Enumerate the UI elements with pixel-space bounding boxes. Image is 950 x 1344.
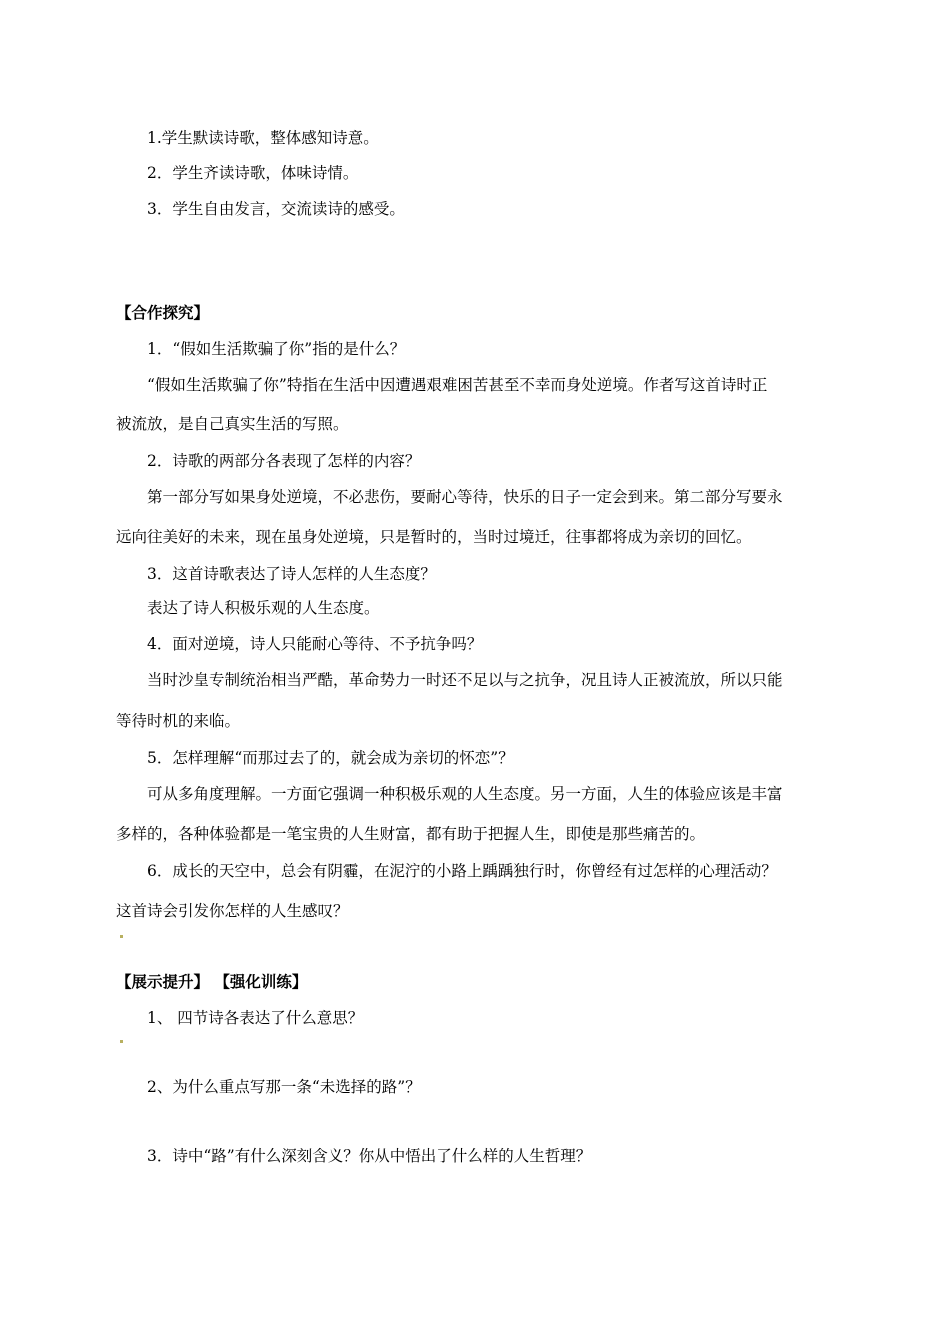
cooperation-answer-4-line-2: 等待时机的来临。 — [116, 712, 241, 730]
cooperation-question-6-line-2: 这首诗会引发你怎样的人生感叹？ — [116, 902, 349, 920]
cooperation-question-2: 2．诗歌的两部分各表现了怎样的内容？ — [147, 452, 421, 470]
cooperation-question-5: 5．怎样理解“而那过去了的，就会成为亲切的怀恋”？ — [147, 749, 514, 767]
reading-step-1: 1.学生默读诗歌，整体感知诗意。 — [147, 129, 379, 147]
cooperation-answer-4-line-1: 当时沙皇专制统治相当严酷，革命势力一时还不足以与之抗争，况且诗人正被流放，所以只能 — [147, 671, 783, 689]
training-question-3: 3．诗中“路”有什么深刻含义？你从中悟出了什么样的人生哲理？ — [147, 1147, 592, 1165]
cooperation-answer-3: 表达了诗人积极乐观的人生态度。 — [147, 599, 380, 617]
cooperation-answer-1-line-2: 被流放，是自己真实生活的写照。 — [116, 415, 349, 433]
cooperation-question-4: 4．面对逆境，诗人只能耐心等待、不予抗争吗？ — [147, 635, 483, 653]
cooperation-answer-5-line-2: 多样的，各种体验都是一笔宝贵的人生财富，都有助于把握人生，即使是那些痛苦的。 — [116, 825, 706, 843]
training-heading: 【展示提升】 【强化训练】 — [116, 972, 308, 991]
cooperation-question-3: 3．这首诗歌表达了诗人怎样的人生态度？ — [147, 565, 436, 583]
cooperation-answer-5-line-1: 可从多角度理解。一方面它强调一种积极乐观的人生态度。另一方面，人生的体验应该是丰富 — [147, 785, 783, 803]
cooperation-question-1: 1．“假如生活欺骗了你”指的是什么？ — [147, 340, 406, 358]
cooperation-answer-1-line-1: “假如生活欺骗了你”特指在生活中因遭遇艰难困苦甚至不幸而身处逆境。作者写这首诗时正 — [147, 376, 768, 394]
scan-dot — [120, 1040, 123, 1043]
training-question-2: 2、为什么重点写那一条“未选择的路”？ — [147, 1078, 421, 1096]
training-question-1: 1、 四节诗各表达了什么意思？ — [147, 1009, 364, 1027]
scan-dot — [120, 935, 123, 938]
reading-step-3: 3．学生自由发言，交流读诗的感受。 — [147, 200, 405, 218]
cooperation-heading: 【合作探究】 — [116, 303, 210, 322]
cooperation-answer-2-line-2: 远向往美好的未来，现在虽身处逆境，只是暂时的，当时过境迁，往事都将成为亲切的回忆。 — [116, 528, 752, 546]
reading-step-2: 2．学生齐读诗歌，体味诗情。 — [147, 164, 359, 182]
cooperation-answer-2-line-1: 第一部分写如果身处逆境，不必悲伤，要耐心等待，快乐的日子一定会到来。第二部分写要永 — [147, 488, 783, 506]
cooperation-question-6-line-1: 6．成长的天空中，总会有阴霾，在泥泞的小路上踽踽独行时，你曾经有过怎样的心理活动？ — [147, 862, 777, 880]
